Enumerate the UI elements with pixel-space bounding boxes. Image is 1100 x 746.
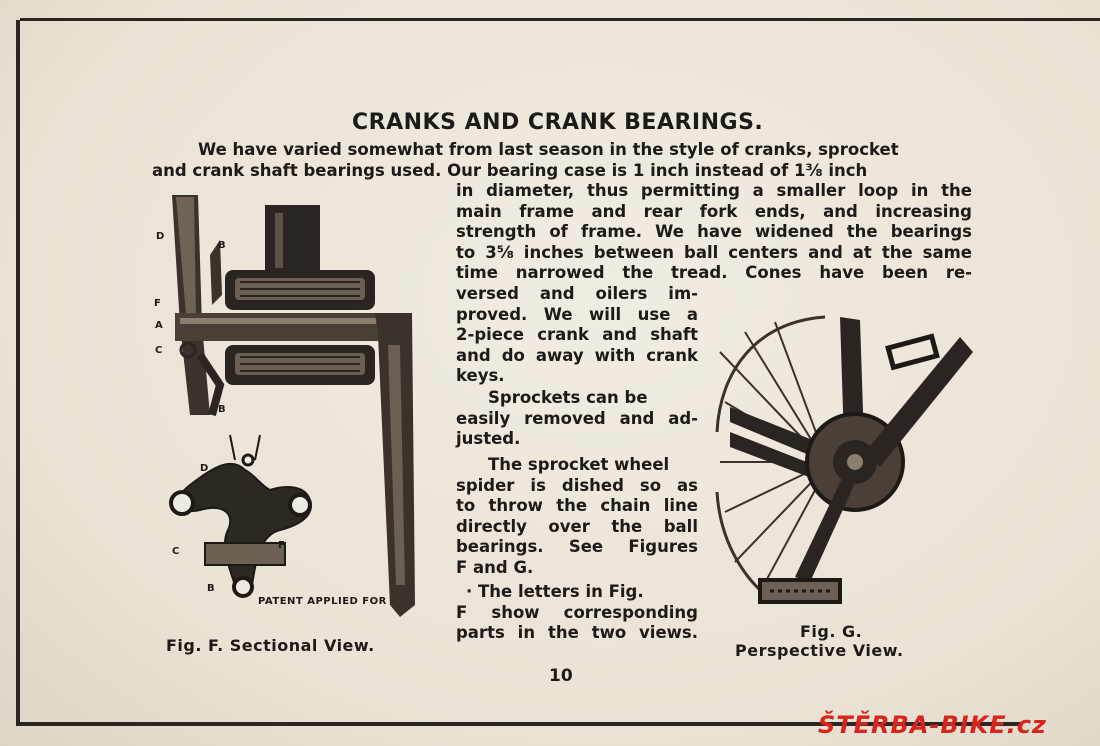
figure-f-letter: C xyxy=(172,546,180,557)
body-paragraph-2 xyxy=(456,388,698,450)
body-line: time narrowed the tread. Cones have been re- xyxy=(456,263,972,282)
figure-f-letter: D xyxy=(200,463,209,474)
figure-g-caption-label: Fig. G. xyxy=(800,622,863,641)
figure-f-letter: F xyxy=(154,298,162,309)
body-line: to throw the chain line xyxy=(456,496,698,515)
body-paragraph-3 xyxy=(456,455,698,578)
bearing-cup-upper xyxy=(265,205,320,275)
body-line: main frame and rear fork ends, and increasing xyxy=(456,201,972,221)
body-line: and crank shaft bearings used. Our bearing case is 1 inch instead of 1⅜ inch xyxy=(152,160,868,180)
body-line: easily removed and ad- xyxy=(456,408,698,428)
crank-shaft xyxy=(175,313,400,341)
body-line: F show corresponding xyxy=(456,602,698,622)
body-line: Sprockets can be xyxy=(488,388,648,407)
body-line: parts in the two views. xyxy=(456,623,698,642)
body-line: F and G. xyxy=(456,557,534,577)
figure-f-letter: B xyxy=(207,583,216,594)
body-line: in diameter, thus permitting a smaller loop in the xyxy=(456,181,972,200)
body-line: We have varied somewhat from last season in the style of cranks, sprocket xyxy=(198,140,899,159)
body-line: The sprocket wheel xyxy=(488,455,670,474)
figure-f-letter: B xyxy=(218,404,227,415)
figure-g-caption-title: Perspective View. xyxy=(735,641,904,660)
figure-f-letter: C xyxy=(155,345,163,356)
page-title: CRANKS AND CRANK BEARINGS. xyxy=(352,110,764,135)
body-line: and do away with crank xyxy=(456,345,698,365)
body-line: bearings. See Figures xyxy=(456,537,698,556)
figure-g-illustration xyxy=(715,312,975,612)
figure-f-illustration xyxy=(150,185,440,625)
body-paragraph-1-narrow xyxy=(456,284,698,387)
body-line: justed. xyxy=(456,429,521,448)
body-paragraph-1 xyxy=(152,140,974,181)
page-number: 10 xyxy=(549,666,573,686)
body-line: to 3⅝ inches between ball centers and at the same xyxy=(456,242,972,262)
body-line: · The letters in Fig. xyxy=(466,582,644,601)
watermark-logo xyxy=(818,711,1047,739)
figure-f-letter: B xyxy=(218,240,227,251)
body-line: strength of frame. We have widened the bearings xyxy=(456,222,972,241)
figure-f-caption: Fig. F. Sectional View. xyxy=(166,636,375,655)
body-line: keys. xyxy=(456,366,505,385)
body-paragraph-1-cont xyxy=(456,181,972,284)
crank-arm-upper xyxy=(865,337,973,467)
figure-f-patent-note: PATENT APPLIED FOR xyxy=(258,596,387,607)
body-line: proved. We will use a xyxy=(456,304,698,324)
page-border-left xyxy=(16,20,20,726)
figure-f-letter: A xyxy=(155,320,164,331)
pedal-upper xyxy=(888,336,937,367)
body-line: spider is dished so as xyxy=(456,475,698,495)
body-paragraph-4 xyxy=(456,582,698,644)
figure-f-letter: F xyxy=(278,540,286,551)
page-border-top xyxy=(20,18,1100,21)
body-line: 2-piece crank and shaft xyxy=(456,325,698,344)
watermark-main: ŠTĚRBA xyxy=(818,711,930,739)
body-line: versed and oilers im- xyxy=(456,284,698,303)
sprocket-spider xyxy=(179,464,311,594)
figure-f-letter: D xyxy=(156,231,165,242)
body-line: directly over the ball xyxy=(456,516,698,536)
watermark-suffix: -BIKE.cz xyxy=(929,711,1047,739)
